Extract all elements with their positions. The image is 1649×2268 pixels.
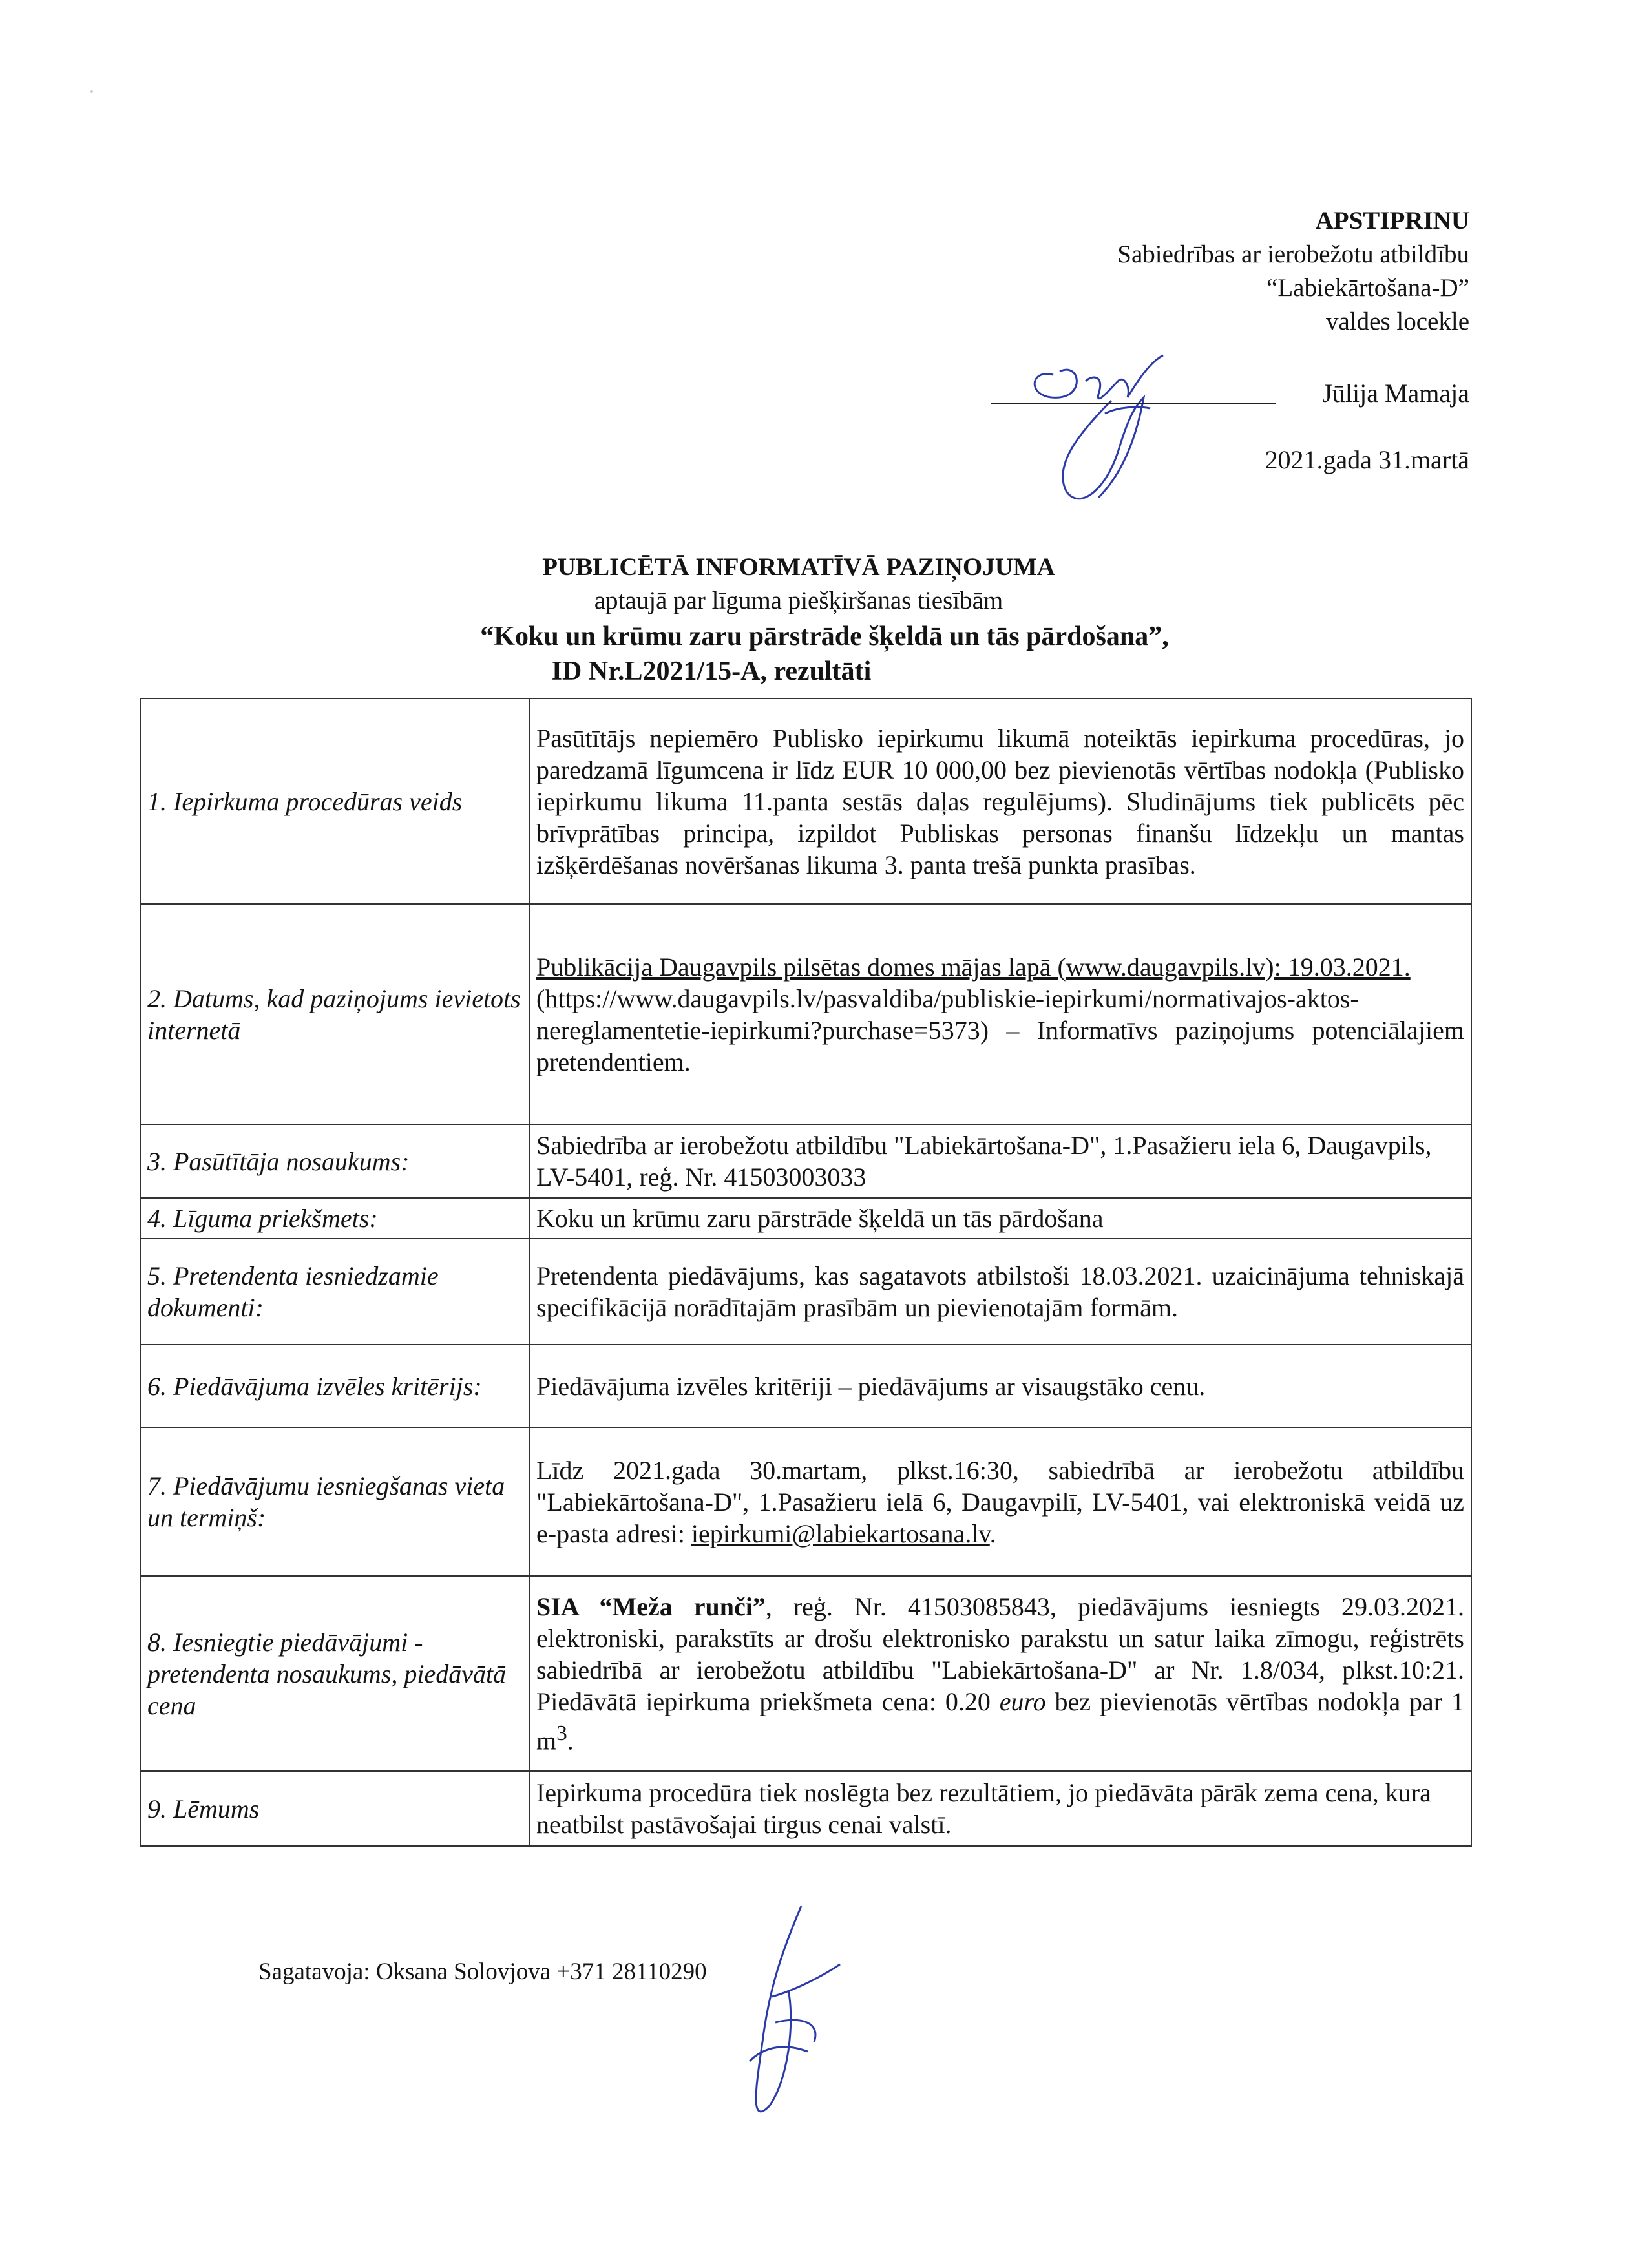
row-label: 7. Piedāvājumu iesniegšanas vieta un termiņš: (140, 1427, 529, 1576)
publication-note: – Informatīvs paziņojums potenciālajiem pretendentiem. (536, 1015, 1464, 1076)
row-value (529, 904, 1471, 1124)
bid-details: , reģ. Nr. 41503085843, piedāvājums iesniegts 29.03.2021. elektroniski, parakstīts ar drošu elektronisko parakstu un satur laika zīmogu, reģistrēts sabiedrībā ar ierobežotu atbildību "Labiekārtošana-D" ar Nr. 1.8/034, plkst.10:21. Piedāvātā iepirkuma priekšmeta cena: 0.20 (536, 1591, 1464, 1716)
table-row (140, 1124, 1471, 1198)
approval-date: 2021.gada 31.martā (1265, 445, 1469, 474)
document-title (0, 551, 1649, 688)
row-value: Koku un krūmu zaru pārstrāde šķeldā un tās pārdošana (529, 1198, 1471, 1239)
table-row (140, 1771, 1471, 1846)
row-label: 4. Līguma priekšmets: (140, 1198, 529, 1239)
table-row (140, 904, 1471, 1124)
signatory-name: Jūlija Mamaja (1322, 379, 1469, 408)
table-row (140, 698, 1471, 904)
title-line-2: aptaujā par līguma piešķiršanas tiesībām (594, 587, 1003, 614)
approval-block (888, 204, 1469, 339)
row-label: 2. Datums, kad paziņojums ievietots internetā (140, 904, 529, 1124)
row-label: 6. Piedāvājuma izvēles kritērijs: (140, 1345, 529, 1427)
row-value: Iepirkuma procedūra tiek noslēgta bez rezultātiem, jo piedāvāta pārāk zema cena, kura neatbilst pastāvošajai tirgus cenai valstī. (529, 1771, 1471, 1846)
title-line-1: PUBLICĒTĀ INFORMATĪVĀ PAZIŅOJUMA (542, 553, 1055, 581)
bid-end: . (567, 1726, 574, 1756)
results-table (140, 698, 1472, 1847)
preparer-signature (711, 1893, 872, 2152)
scan-speck (90, 90, 93, 93)
row-label: 8. Iesniegtie piedāvājumi - pretendenta nosaukums, piedāvātā cena (140, 1576, 529, 1771)
row-value: Pasūtītājs nepiemēro Publisko iepirkumu likumā noteiktās iepirkuma procedūras, jo paredzamā līgumcena ir līdz EUR 10 000,00 bez pievienotās vērtības nodokļa (Publisko iepirkumu likuma 11.panta sestās daļas regulējums). Sludinājums tiek publicēts pēc brīvprātības principa, izpildot Publiskas personas finanšu līdzekļu un mantas izšķērdēšanas novēršanas likuma 3. panta trešā punkta prasības. (529, 698, 1471, 904)
submission-text: Līdz 2021.gada 30.martam, plkst.16:30, sabiedrībā ar ierobežotu atbildību "Labiekārtošana-D", 1.Pasažieru ielā 6, Daugavpilī, LV-5401, vai elektroniskā veidā uz e-pasta adresi: (536, 1455, 1464, 1548)
table-row (140, 1239, 1471, 1345)
approval-company-name: “Labiekārtošana-D” (1266, 274, 1469, 302)
row-value (529, 1427, 1471, 1576)
publication-url[interactable]: (https://www.daugavpils.lv/pasvaldiba/publiskie-iepirkumi/normativajos-aktos-nereglamentetie-iepirkumi?purchase=5373) (536, 983, 1359, 1045)
signature-line-row (991, 371, 1469, 410)
row-value (529, 1576, 1471, 1771)
row-label: 3. Pasūtītāja nosaukums: (140, 1124, 529, 1198)
row-label: 1. Iepirkuma procedūras veids (140, 698, 529, 904)
title-line-3: “Koku un krūmu zaru pārstrāde šķeldā un tās pārdošana”, (480, 622, 1169, 651)
row-label: 9. Lēmums (140, 1771, 529, 1846)
approval-heading: APSTIPRINU (1315, 207, 1469, 235)
email-link[interactable]: iepirkumi@labiekartosana.lv (691, 1518, 990, 1548)
row-value: Pretendenta piedāvājums, kas sagatavots atbilstoši 18.03.2021. uzaicinājuma tehniskajā specifikācijā norādītajām prasībām un pievienotajām formām. (529, 1239, 1471, 1345)
submission-end: . (989, 1518, 996, 1548)
row-value: Sabiedrība ar ierobežotu atbildību "Labiekārtošana-D", 1.Pasažieru iela 6, Daugavpils, LV-5401, reģ. Nr. 41503003033 (529, 1124, 1471, 1198)
table-row (140, 1198, 1471, 1239)
unit-superscript: 3 (556, 1721, 567, 1745)
table-row (140, 1427, 1471, 1576)
approval-position: valdes locekle (1326, 308, 1469, 335)
approval-company-line: Sabiedrības ar ierobežotu atbildību (1117, 240, 1469, 268)
table-row (140, 1576, 1471, 1771)
signature-line (991, 403, 1276, 404)
board-member-signature (1014, 336, 1221, 510)
row-value: Piedāvājuma izvēles kritēriji – piedāvājums ar visaugstāko cenu. (529, 1345, 1471, 1427)
row-label: 5. Pretendenta iesniedzamie dokumenti: (140, 1239, 529, 1345)
bidder-name: SIA “Meža runči” (536, 1591, 766, 1621)
bid-unit: bez pievienotās vērtības nodokļa par 1 m (536, 1686, 1464, 1756)
publication-link[interactable]: Publikācija Daugavpils pilsētas domes mājas lapā (www.daugavpils.lv): 19.03.2021. (536, 952, 1411, 982)
currency: euro (999, 1686, 1046, 1716)
table-row (140, 1345, 1471, 1427)
prepared-by: Sagatavoja: Oksana Solovjova +371 28110290 (258, 1958, 707, 1985)
title-line-4: ID Nr.L2021/15-A, rezultāti (551, 656, 872, 686)
